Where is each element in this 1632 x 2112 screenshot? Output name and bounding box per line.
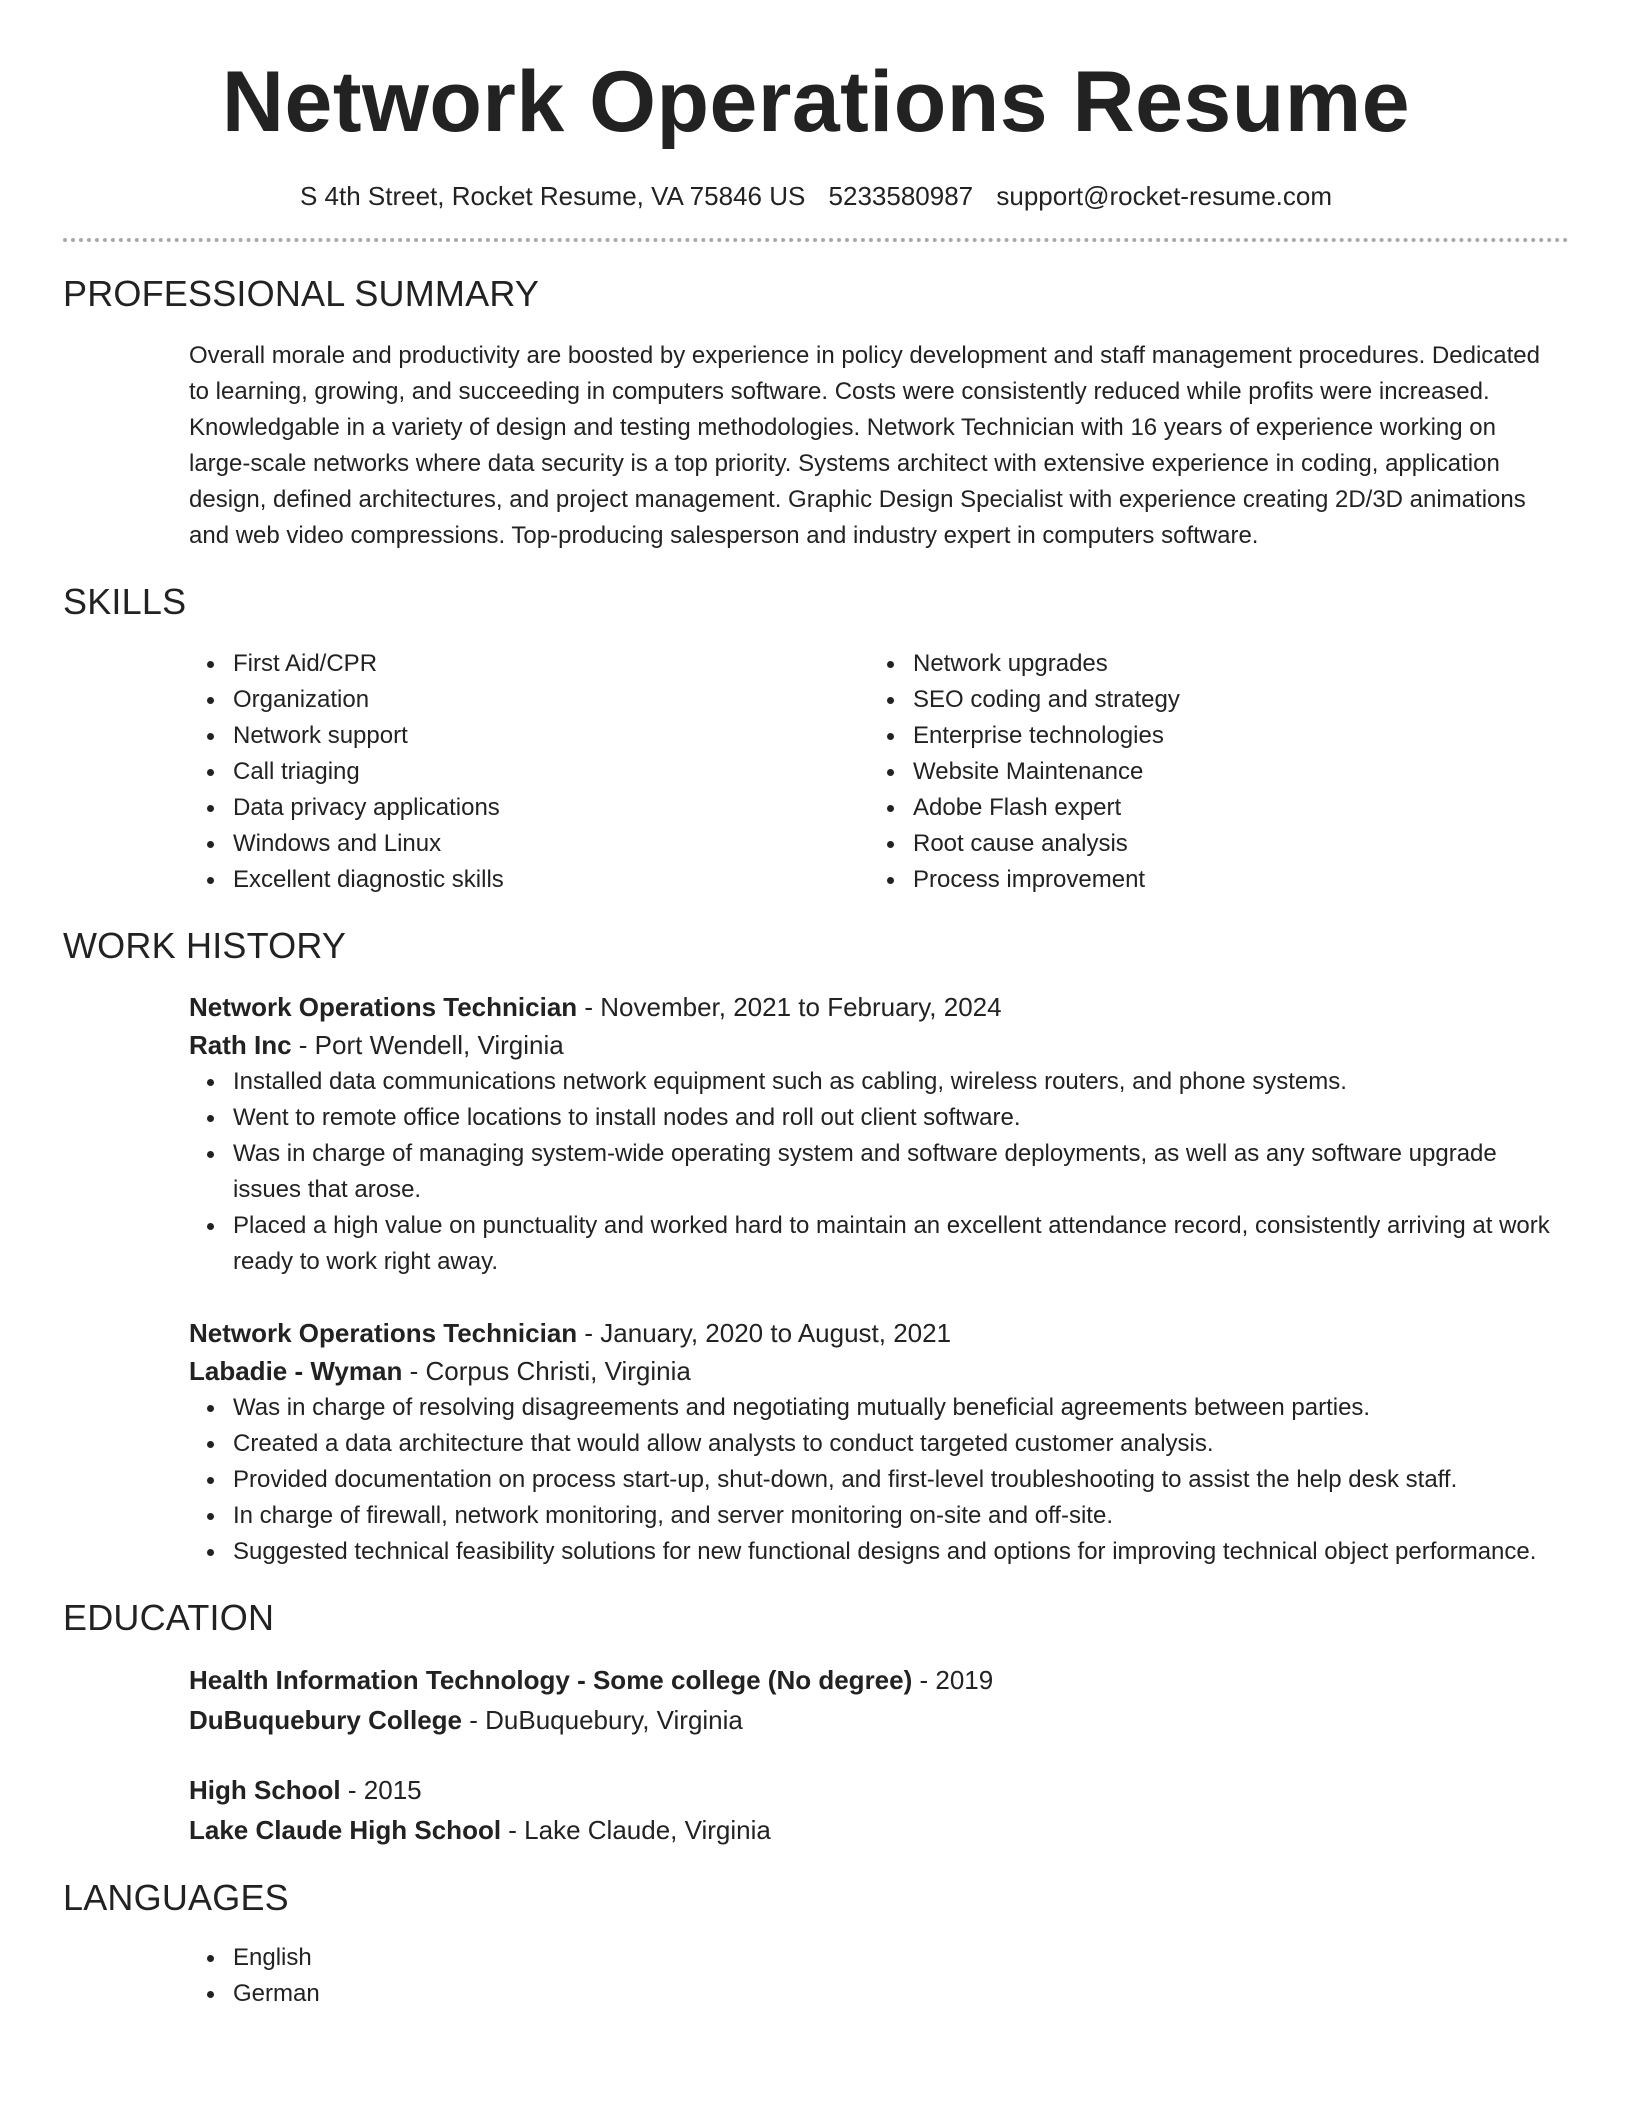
skill-item: Call triaging <box>233 754 869 790</box>
education-location: - DuBuquebury, Virginia <box>462 1705 743 1735</box>
job-company-line <box>189 1026 1569 1064</box>
education-entry <box>189 1660 1569 1740</box>
skill-item: Enterprise technologies <box>913 718 1549 754</box>
duty-item: Was in charge of resolving disagreements and negotiating mutually beneficial agreements between parties. <box>233 1390 1569 1426</box>
education-heading: EDUCATION <box>63 1597 275 1638</box>
education-entry <box>189 1770 1569 1850</box>
education-degree: High School <box>189 1775 341 1805</box>
skill-item: First Aid/CPR <box>233 646 869 682</box>
summary-heading: PROFESSIONAL SUMMARY <box>63 273 540 314</box>
duty-item: Created a data architecture that would allow analysts to conduct targeted customer analysis. <box>233 1426 1569 1462</box>
job-dates: - November, 2021 to February, 2024 <box>577 992 1002 1022</box>
skill-item: Windows and Linux <box>233 826 869 862</box>
language-item: German <box>233 1976 1569 2012</box>
job-duties <box>189 1390 1569 1570</box>
education-school: DuBuquebury College <box>189 1705 463 1735</box>
education-school-line <box>189 1810 1569 1850</box>
job-title: Network Operations Technician <box>189 1318 578 1348</box>
header-divider <box>63 238 1569 242</box>
job-company: Labadie - Wyman <box>189 1356 403 1386</box>
work-heading: WORK HISTORY <box>63 925 347 966</box>
education-degree-line <box>189 1770 1569 1810</box>
job-title-line <box>189 1314 1569 1352</box>
contact-address: S 4th Street, Rocket Resume, VA 75846 US <box>299 181 806 211</box>
duty-item: In charge of firewall, network monitoring, and server monitoring on-site and off-site. <box>233 1498 1569 1534</box>
job-entry <box>189 988 1569 1280</box>
contact-phone: 5233580987 <box>828 181 974 211</box>
language-item: English <box>233 1940 1569 1976</box>
duty-item: Was in charge of managing system-wide operating system and software deployments, as well as any software upgrade issues that arose. <box>233 1136 1569 1208</box>
skill-item: Adobe Flash expert <box>913 790 1549 826</box>
summary-section <box>63 272 1569 554</box>
skills-heading: SKILLS <box>63 581 187 622</box>
education-school: Lake Claude High School <box>189 1815 502 1845</box>
education-section <box>63 1596 1569 1850</box>
education-year: - 2015 <box>340 1775 422 1805</box>
job-duties <box>189 1064 1569 1280</box>
skill-item: Process improvement <box>913 862 1549 898</box>
skill-item: Root cause analysis <box>913 826 1549 862</box>
duty-item: Suggested technical feasibility solutions for new functional designs and options for improving technical object performance. <box>233 1534 1569 1570</box>
resume-title: Network Operations Resume <box>221 54 1411 150</box>
education-year: - 2019 <box>912 1665 994 1695</box>
job-title: Network Operations Technician <box>189 992 578 1022</box>
skills-grid <box>189 646 1569 898</box>
skill-item: SEO coding and strategy <box>913 682 1549 718</box>
skills-column-left <box>189 646 869 898</box>
skill-item: Data privacy applications <box>233 790 869 826</box>
education-degree-line <box>189 1660 1569 1700</box>
duty-item: Placed a high value on punctuality and worked hard to maintain an excellent attendance record, consistently arriving at work ready to work right away. <box>233 1208 1569 1280</box>
education-degree: Health Information Technology - Some college (No degree) <box>189 1665 913 1695</box>
languages-heading: LANGUAGES <box>63 1877 289 1918</box>
job-location: - Corpus Christi, Virginia <box>402 1356 691 1386</box>
education-school-line <box>189 1700 1569 1740</box>
job-company: Rath Inc <box>189 1030 292 1060</box>
work-section <box>63 924 1569 1570</box>
contact-email[interactable]: support@rocket-resume.com <box>996 181 1333 211</box>
skill-item: Network support <box>233 718 869 754</box>
skill-item: Organization <box>233 682 869 718</box>
job-location: - Port Wendell, Virginia <box>291 1030 564 1060</box>
contact-line <box>63 178 1569 214</box>
skill-item: Website Maintenance <box>913 754 1549 790</box>
job-entry <box>189 1314 1569 1570</box>
job-company-line <box>189 1352 1569 1390</box>
skill-item: Network upgrades <box>913 646 1549 682</box>
languages-list <box>189 1940 1569 2012</box>
duty-item: Went to remote office locations to install nodes and roll out client software. <box>233 1100 1569 1136</box>
summary-text: Overall morale and productivity are boosted by experience in policy development and staff management procedures. Dedicated to learning, growing, and succeeding in computers software. Costs were consistently reduced while profits were increased. Knowledgable in a variety of design and testing methodologies. Network Technician with 16 years of experience working on large-scale networks where data security is a top priority. Systems architect with extensive experience in coding, application design, defined architectures, and project management. Graphic Design Specialist with experience creating 2D/3D animations and web video compressions. Top-producing salesperson and industry expert in computers software. <box>189 342 1540 549</box>
job-title-line <box>189 988 1569 1026</box>
skills-column-right <box>869 646 1549 898</box>
skill-item: Excellent diagnostic skills <box>233 862 869 898</box>
languages-section <box>63 1876 1569 2012</box>
skills-section <box>63 580 1569 898</box>
duty-item: Installed data communications network equipment such as cabling, wireless routers, and phone systems. <box>233 1064 1569 1100</box>
duty-item: Provided documentation on process start-up, shut-down, and first-level troubleshooting to assist the help desk staff. <box>233 1462 1569 1498</box>
job-dates: - January, 2020 to August, 2021 <box>577 1318 952 1348</box>
education-location: - Lake Claude, Virginia <box>501 1815 771 1845</box>
